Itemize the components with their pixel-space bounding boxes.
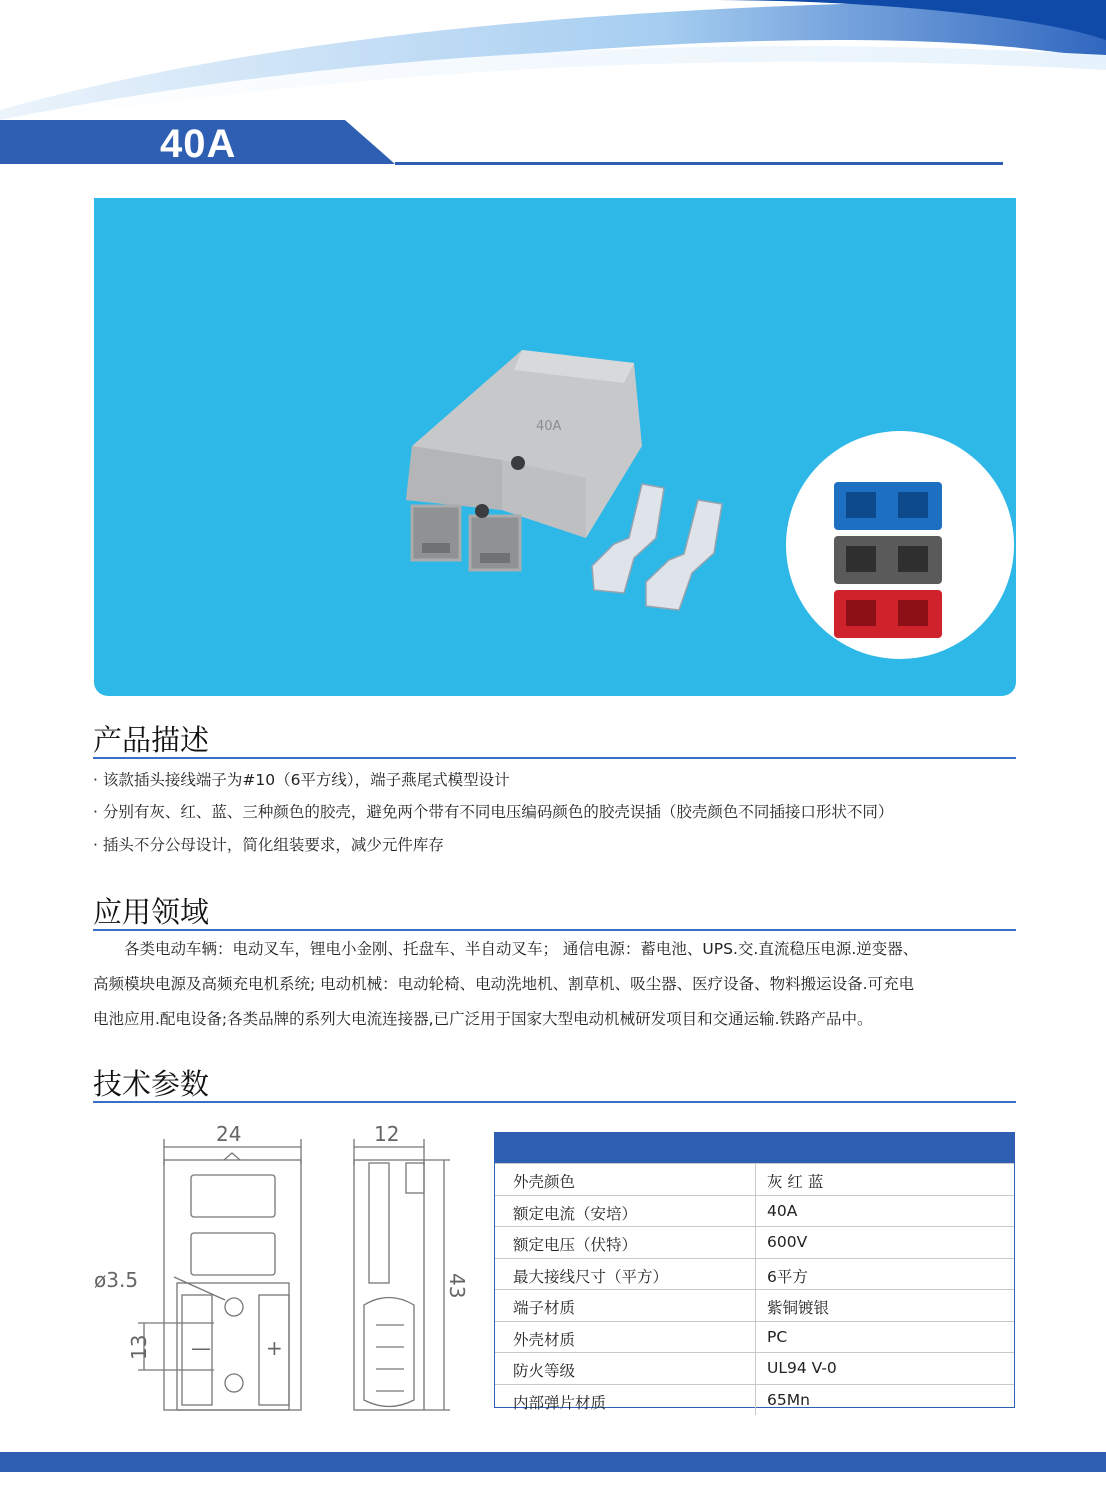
description-item: · 该款插头接线端子为#10（6平方线），端子燕尾式模型设计 <box>93 771 510 789</box>
description-item: · 插头不分公母设计，简化组装要求，减少元件库存 <box>93 836 444 854</box>
dim-thickness: 12 <box>374 1122 400 1146</box>
dim-height: 43 <box>445 1273 469 1299</box>
spec-value: UL94 V-0 <box>767 1359 837 1377</box>
specs-title: 技术参数 <box>93 1067 210 1101</box>
dim-hole: ø3.5 <box>94 1268 139 1292</box>
spec-row <box>495 1163 1014 1195</box>
dim-hole-spacing: 13 <box>127 1334 151 1360</box>
plus-symbol: + <box>266 1336 283 1360</box>
spec-key: 最大接线尺寸（平方） <box>513 1267 669 1286</box>
spec-key: 额定电流（安培） <box>513 1204 638 1223</box>
terminal-illustrations <box>592 484 722 610</box>
spec-table-header <box>495 1133 1014 1163</box>
description-title: 产品描述 <box>93 723 210 757</box>
top-wave-decoration <box>0 0 1106 120</box>
technical-drawing <box>94 1115 474 1435</box>
spec-value: PC <box>767 1327 788 1346</box>
specs-divider <box>93 1101 1016 1103</box>
description-item: · 分别有灰、红、蓝、三种颜色的胶壳，避免两个带有不同电压编码颜色的胶壳误插（胶壳颜色不同插接口形状不同） <box>93 803 894 821</box>
application-title: 应用领域 <box>93 895 210 929</box>
spec-value: 65Mn <box>767 1390 810 1409</box>
spec-value: 灰 红 蓝 <box>767 1173 824 1191</box>
application-line: 电池应用.配电设备;各类品牌的系列大电流连接器,已广泛用于国家大型电动机械研发项目和交通运输.铁路产品中。 <box>93 1010 873 1028</box>
color-variants-inset <box>786 431 1014 659</box>
spec-row <box>495 1384 1014 1416</box>
footer-bar <box>0 1452 1106 1472</box>
connector-housing-illustration <box>406 350 642 570</box>
product-photo <box>94 198 1016 696</box>
application-line: 各类电动车辆：电动叉车，锂电小金刚、托盘车、半自动叉车； 通信电源：蓄电池、UPS.交.直流稳压电源.逆变器、 <box>93 940 919 958</box>
spec-row <box>495 1195 1014 1227</box>
spec-value: 600V <box>767 1233 808 1251</box>
application-divider <box>93 929 1016 931</box>
spec-row <box>495 1289 1014 1321</box>
spec-value: 6平方 <box>767 1267 808 1286</box>
spec-value: 40A <box>767 1201 798 1220</box>
spec-key: 外壳颜色 <box>513 1173 576 1191</box>
spec-row <box>495 1352 1014 1384</box>
spec-key: 内部弹片材质 <box>513 1393 607 1412</box>
spec-key: 外壳材质 <box>513 1330 576 1349</box>
spec-row <box>495 1258 1014 1290</box>
spec-key: 防火等级 <box>513 1362 576 1380</box>
housing-label: 40A <box>536 419 562 434</box>
spec-row <box>495 1321 1014 1353</box>
page-title: 40A <box>160 122 237 166</box>
dim-width: 24 <box>216 1122 242 1146</box>
spec-value: 紫铜镀银 <box>767 1299 830 1317</box>
spec-row <box>495 1226 1014 1258</box>
minus-symbol: — <box>191 1336 211 1360</box>
application-paragraph <box>93 932 1008 1037</box>
spec-table <box>494 1132 1015 1412</box>
spec-key: 额定电压（伏特） <box>513 1236 638 1254</box>
description-divider <box>93 757 1016 759</box>
spec-key: 端子材质 <box>513 1299 576 1317</box>
application-line: 高频模块电源及高频充电机系统; 电动机械：电动轮椅、电动洗地机、割草机、吸尘器、医疗设备、物料搬运设备.可充电 <box>93 975 915 993</box>
